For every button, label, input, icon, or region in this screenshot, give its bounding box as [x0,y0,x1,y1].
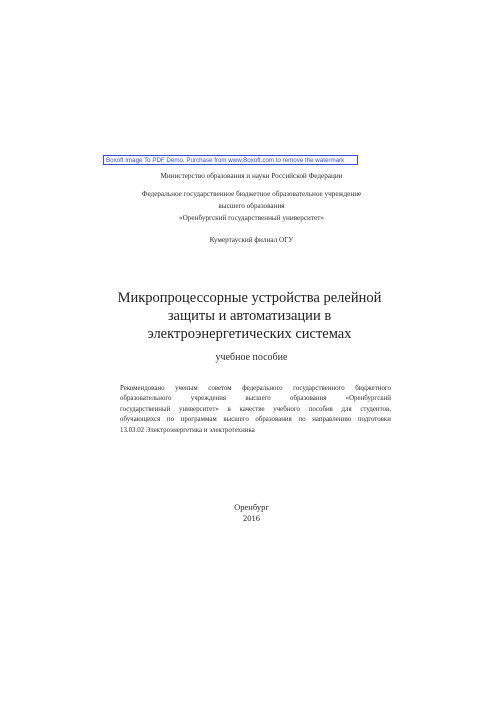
rec-word: качестве [239,405,265,413]
recommendation-line-3 [120,405,391,415]
document-title-line-1: Микропроцессорные устройства релейной [117,290,382,306]
recommendation-paragraph [120,384,391,436]
ministry-line: Министерство образования и науки Российской Федерации [160,172,343,180]
rec-word: высшего [223,416,249,424]
rec-word: по [166,416,175,424]
rec-word: ученым [175,385,198,392]
rec-word: бюджетного [355,385,391,392]
rec-word: Рекомендовано [120,385,165,392]
rec-word: университет» [179,405,219,413]
rec-word: учреждения [190,395,227,403]
federal-institution-line-3: «Оренбургский государственный университет» [179,214,324,222]
rec-word: программам [180,416,217,424]
recommendation-line-5: 13.03.02 Электроэнергетика и электротехника [120,426,255,434]
rec-word: образования [255,416,292,424]
recommendation-line-1 [120,384,391,394]
federal-institution-line-2: высшего образования [218,202,285,210]
rec-word: студентов, [360,405,391,413]
rec-word: учебного [273,405,300,413]
federal-institution-line-1: Федеральное государственное бюджетное образовательное учреждение [141,190,362,198]
rec-word: государственный [120,405,171,413]
recommendation-line-4 [120,415,391,425]
rec-word: образовательного [120,395,172,403]
document-subtitle: учебное пособие [215,352,288,363]
rec-word: по [298,416,306,424]
watermark-banner: Boxoft Image To PDF Demo. Purchase from www.Boxoft.com to remove the watermark [103,155,358,165]
branch-line: Кумертауский филиал ОГУ [209,236,294,244]
publication-city: Оренбург [234,502,269,512]
rec-word: высшего [245,395,271,403]
rec-word: подготовки [357,416,391,424]
rec-word: для [341,405,352,413]
rec-word: образования [290,395,327,403]
document-title-line-2: защиты и автоматизации в [167,308,332,324]
recommendation-line-2 [120,394,391,404]
rec-word: советом [208,385,232,392]
rec-word: в [227,405,231,413]
document-title-line-3: электроэнергетических системах [147,326,352,342]
rec-word: направлению [312,416,352,424]
publication-year: 2016 [243,513,260,523]
rec-word: обучающихся [120,416,161,424]
rec-word: государственного [293,385,345,392]
rec-word: пособия [308,405,333,413]
rec-word: федерального [242,385,283,392]
rec-word: «Оренбургский [345,395,391,403]
